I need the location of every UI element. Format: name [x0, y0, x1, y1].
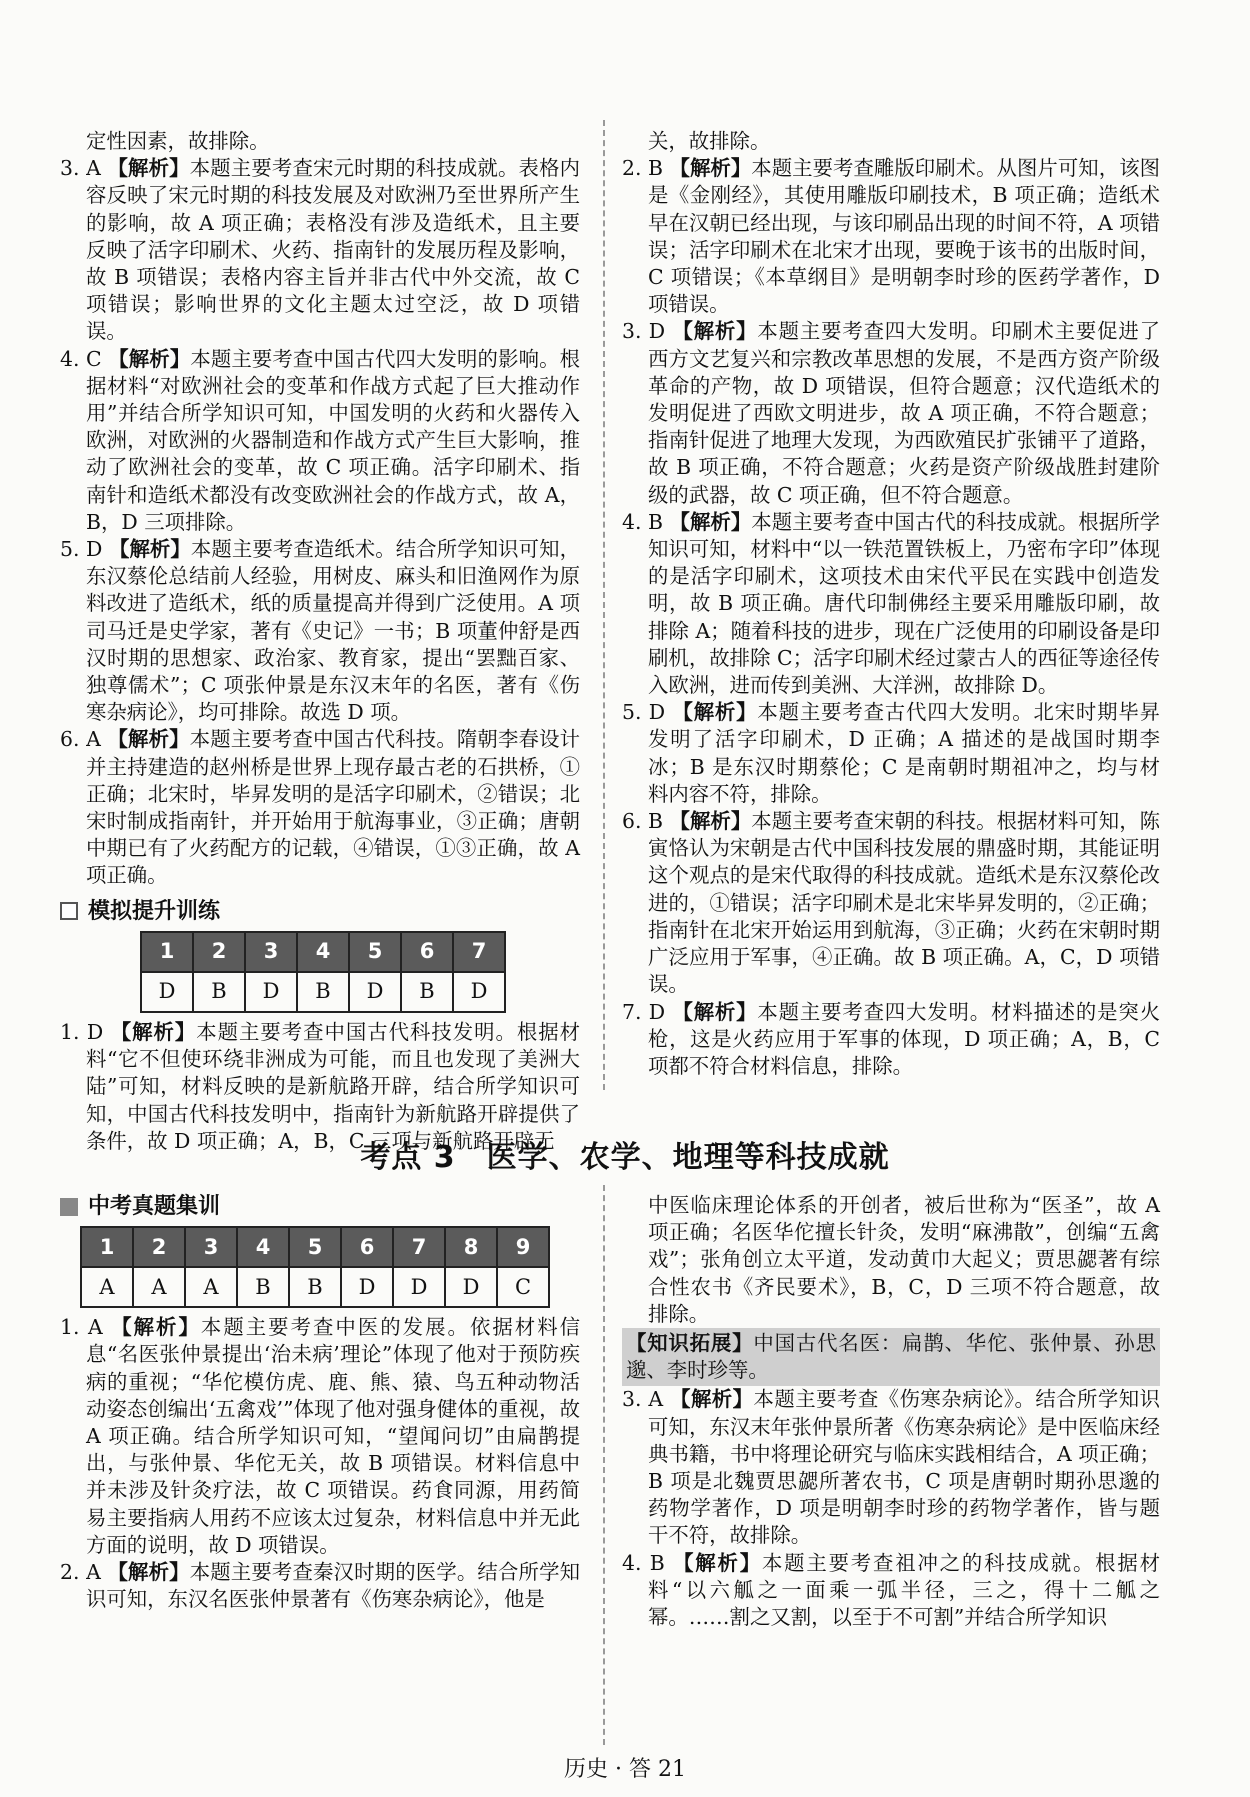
- section-title: 考点 3 医学、农学、地理等科技成就: [360, 1140, 890, 1175]
- explanation-text: 本题主要考查中医的发展。依据材料信息“名医张仲景提出‘治未病’理论”体现了他对于预防疾病的重视；“华佗模仿虎、鹿、熊、猿、鸟五种动物活动姿态创编出‘五禽戏’”体现了他对强身健体的重视，故 A 项正确。结合所学知识可知，“望闻问切”由扁鹊提出，与张仲景、华佗无关，故 B 项错误。材料信息中并未涉及针灸疗法，故 C 项错误。药食同源，用药简易主要指病人用药不应该太过复杂，材料信息中并无此方面的说明，故 D 项错误。: [86, 1315, 581, 1557]
- question-number: 4. B: [622, 1550, 665, 1575]
- analysis-tag: 【解析】: [110, 1019, 197, 1044]
- answer-explanation: [622, 999, 1160, 1081]
- analysis-tag: 【解析】: [670, 1387, 754, 1412]
- section-heading-mock: 模拟提升训练: [60, 898, 580, 925]
- question-number: 2. A: [60, 1560, 101, 1585]
- answer-cell: B: [297, 972, 349, 1012]
- explanation-text: 本题主要考查古代四大发明。北宋时期毕昇发明了活字印刷术，D 正确；A 描述的是战国时期李冰；B 是东汉时期蔡伦；C 是南朝时期祖冲之，均与材料内容不符，排除。: [648, 700, 1161, 806]
- question-number: 3. A: [60, 156, 101, 181]
- question-number-cell: 1: [141, 932, 193, 972]
- answer-explanation: [622, 808, 1160, 998]
- answer-explanation: [60, 536, 580, 726]
- answer-explanation: [60, 1314, 580, 1559]
- question-number-cell: 9: [497, 1227, 549, 1267]
- question-number-cell: 4: [237, 1227, 289, 1267]
- answer-cell: B: [401, 972, 453, 1012]
- question-number: 4. C: [60, 346, 102, 371]
- question-number: 6. B: [622, 809, 663, 834]
- right-column: [622, 128, 1160, 1080]
- explanation-text: 本题主要考查中国古代四大发明的影响。根据材料“对欧洲社会的变革和作战方式起了巨大推动作用”并结合所学知识可知，中国发明的火药和火器传入欧洲，对欧洲的火器制造和作战方式产生巨大影响，推动了欧洲社会的变革，故 C 项正确。活字印刷术、指南针和造纸术都没有改变欧洲社会的作战方式，故 A，B，D 三项排除。: [86, 346, 581, 534]
- answer-explanation: [622, 155, 1160, 318]
- answer-explanation: [60, 346, 580, 536]
- question-number-cell: 7: [393, 1227, 445, 1267]
- explanation-text: 本题主要考查中国古代科技发明。根据材料“它不但使环绕非洲成为可能，而且也发现了美洲大陆”可知，材料反映的是新航路开辟，结合所学知识可知，中国古代科技发明中，指南针为新航路开辟提供了条件，故 D 项正确；A，B，C 三项与新航路开辟无: [86, 1019, 581, 1153]
- column-divider-2: [603, 1185, 605, 1745]
- question-number-cell: 2: [133, 1227, 185, 1267]
- answer-explanation: [622, 509, 1160, 699]
- analysis-tag: 【解析】: [107, 156, 190, 181]
- answer-cell: A: [185, 1267, 237, 1307]
- column-divider: [603, 120, 605, 1090]
- answer-cell: D: [341, 1267, 393, 1307]
- answer-cell: D: [349, 972, 401, 1012]
- analysis-tag: 【解析】: [108, 537, 191, 562]
- answer-explanation: [60, 128, 580, 155]
- analysis-tag: 【解析】: [672, 999, 758, 1024]
- analysis-tag: 【解析】: [108, 346, 191, 371]
- answer-cell: B: [237, 1267, 289, 1307]
- question-number-cell: 6: [341, 1227, 393, 1267]
- question-number: 1. D: [60, 1019, 104, 1044]
- analysis-tag: 【解析】: [673, 1550, 762, 1575]
- answer-explanation: [622, 1386, 1160, 1549]
- square-icon: [60, 1198, 78, 1216]
- answer-table-real: [80, 1226, 550, 1308]
- answer-cell: D: [393, 1267, 445, 1307]
- explanation-text: 定性因素，故排除。: [86, 129, 270, 153]
- answer-table-mock: [140, 931, 506, 1013]
- knowledge-extension: 【知识拓展】中国古代名医：扁鹊、华佗、张仲景、孙思邈、李时珍等。: [622, 1328, 1160, 1386]
- answer-cell: D: [445, 1267, 497, 1307]
- explanation-text: 本题主要考查《伤寒杂病论》。结合所学知识可知，东汉末年张仲景所著《伤寒杂病论》是中医临床经典书籍，书中将理论研究与临床实践相结合，A 项正确；B 项是北魏贾思勰所著农书，C 项是唐朝时期孙思邈的药物学著作，D 项是明朝李时珍的药物学著作，皆与题干不符，故排除。: [648, 1387, 1161, 1548]
- answer-cell: A: [81, 1267, 133, 1307]
- answer-explanation: [622, 128, 1160, 155]
- explanation-text: 本题主要考查宋朝的科技。根据材料可知，陈寅恪认为宋朝是古代中国科技发展的鼎盛时期，其能证明这个观点的是宋代取得的科技成就。造纸术是东汉蔡伦改进的，①错误；活字印刷术是北宋毕昇发明的，②正确；指南针在北宋开始运用到航海，③正确；火药在宋朝时期广泛应用于军事，④正确。故 B 项正确。A，C，D 项错误。: [648, 809, 1161, 997]
- question-number-cell: 3: [245, 932, 297, 972]
- question-number-cell: 2: [193, 932, 245, 972]
- analysis-tag: 【解析】: [672, 700, 758, 725]
- question-number: 3. D: [622, 319, 666, 344]
- explanation-text: 本题主要考查宋元时期的科技成就。表格内容反映了宋元时期的科技发展及对欧洲乃至世界所产生的影响，故 A 项正确；表格没有涉及造纸术，且主要反映了活字印刷术、火药、指南针的发展历程及影响，故 B 项错误；表格内容主旨并非古代中外交流，故 C 项错误；影响世界的文化主题太过空泛，故 D 项错误。: [86, 156, 581, 344]
- question-number: 5. D: [622, 700, 666, 725]
- right-column-2: [622, 1192, 1160, 1631]
- answer-cell: C: [497, 1267, 549, 1307]
- answer-explanation: [60, 726, 580, 889]
- question-number-cell: 8: [445, 1227, 497, 1267]
- explanation-text: 关，故排除。: [648, 129, 771, 153]
- answer-explanation: [622, 318, 1160, 508]
- explanation-text: 本题主要考查秦汉时期的医学。结合所学知识可知，东汉名医张仲景著有《伤寒杂病论》，他是: [86, 1560, 581, 1612]
- question-number: 4. B: [622, 509, 663, 534]
- answer-cell: B: [193, 972, 245, 1012]
- question-number-cell: 4: [297, 932, 349, 972]
- answer-cell: A: [133, 1267, 185, 1307]
- analysis-tag: 【解析】: [669, 156, 752, 181]
- answer-explanation: [622, 699, 1160, 808]
- explanation-text: 本题主要考查造纸术。结合所学知识可知，东汉蔡伦总结前人经验，用树皮、麻头和旧渔网作为原料改进了造纸术，纸的质量提高并得到广泛使用。A 项司马迁是史学家，著有《史记》一书；B 项董仲舒是西汉时期的思想家、政治家、教育家，提出“罢黜百家、独尊儒术”；C 项张仲景是东汉末年的名医，著有《伤寒杂病论》，均可排除。故选 D 项。: [86, 537, 581, 725]
- question-number: 7. D: [622, 999, 666, 1024]
- answer-explanation: [60, 1559, 580, 1613]
- analysis-tag: 【解析】: [111, 1315, 201, 1340]
- question-number-cell: 6: [401, 932, 453, 972]
- left-column-2: [60, 1185, 580, 1613]
- answer-explanation: [622, 1550, 1160, 1632]
- question-number-cell: 5: [289, 1227, 341, 1267]
- page-footer: 历史 · 答 21: [564, 1757, 686, 1782]
- answer-cell: B: [289, 1267, 341, 1307]
- question-number: 1. A: [60, 1315, 103, 1340]
- answer-cell: D: [453, 972, 505, 1012]
- question-number-cell: 1: [81, 1227, 133, 1267]
- question-number-cell: 3: [185, 1227, 237, 1267]
- left-column: [60, 128, 580, 1155]
- paragraph-continued: 中医临床理论体系的开创者，被后世称为“医圣”，故 A 项正确；名医华佗擅长针灸，发明“麻沸散”，创编“五禽戏”；张角创立太平道，发动黄巾大起义；贾思勰著有综合性农书《齐民要术》，B，C，D 三项不符合题意，故排除。: [648, 1193, 1160, 1326]
- section-heading-real: 中考真题集训: [60, 1193, 580, 1220]
- question-number: 5. D: [60, 537, 103, 562]
- analysis-tag: 【解析】: [107, 727, 190, 752]
- question-number: 6. A: [60, 727, 101, 752]
- answer-cell: D: [245, 972, 297, 1012]
- explanation-text: 本题主要考查雕版印刷术。从图片可知，该图是《金刚经》，其使用雕版印刷技术，B 项正确；造纸术早在汉朝已经出现，与该印刷品出现的时间不符，A 项错误；活字印刷术在北宋才出现，要晚于该书的出版时间，C 项错误；《本草纲目》是明朝李时珍的医药学著作，D 项错误。: [648, 156, 1161, 317]
- question-number: 3. A: [622, 1387, 664, 1412]
- explanation-text: 本题主要考查四大发明。印刷术主要促进了西方文艺复兴和宗教改革思想的发展，不是西方资产阶级革命的产物，故 D 项错误，但符合题意；汉代造纸术的发明促进了西欧文明进步，故 A 项正确，不符合题意；指南针促进了地理大发现，为西欧殖民扩张铺平了道路，故 B 项正确，不符合题意；火药是资产阶级战胜封建阶级的武器，故 C 项正确，但不符合题意。: [648, 319, 1161, 507]
- analysis-tag: 【解析】: [669, 509, 752, 534]
- answer-cell: D: [141, 972, 193, 1012]
- analysis-tag: 【解析】: [669, 809, 752, 834]
- explanation-text: 本题主要考查四大发明。材料描述的是突火枪，这是火药应用于军事的体现，D 项正确；A，B，C 项都不符合材料信息，排除。: [648, 999, 1161, 1078]
- explanation-text: 本题主要考查中国古代科技。隋朝李春设计并主持建造的赵州桥是世界上现存最古老的石拱桥，①正确；北宋时，毕昇发明的是活字印刷术，②错误；北宋时制成指南针，并开始用于航海事业，③正确；唐朝中期已有了火药配方的记载，④错误，①③正确，故 A 项正确。: [86, 727, 581, 888]
- analysis-tag: 【解析】: [107, 1560, 190, 1585]
- question-number: 2. B: [622, 156, 663, 181]
- answer-explanation: [60, 155, 580, 345]
- square-icon: [60, 902, 78, 920]
- question-number-cell: 5: [349, 932, 401, 972]
- question-number-cell: 7: [453, 932, 505, 972]
- explanation-text: 本题主要考查祖冲之的科技成就。根据材料“以六觚之一面乘一弧半径，三之，得十二觚之幂。……割之又割，以至于不可割”并结合所学知识: [648, 1550, 1161, 1630]
- analysis-tag: 【解析】: [672, 319, 758, 344]
- explanation-text: 本题主要考查中国古代的科技成就。根据所学知识可知，材料中“以一铁范置铁板上，乃密布字印”体现的是活字印刷术，这项技术由宋代平民在实践中创造发明，故 B 项正确。唐代印制佛经主要采用雕版印刷，故排除 A；随着科技的进步，现在广泛使用的印刷设备是印刷机，故排除 C；活字印刷术经过蒙古人的西征等途径传入欧洲，进而传到美洲、大洋洲，故排除 D。: [648, 509, 1161, 698]
